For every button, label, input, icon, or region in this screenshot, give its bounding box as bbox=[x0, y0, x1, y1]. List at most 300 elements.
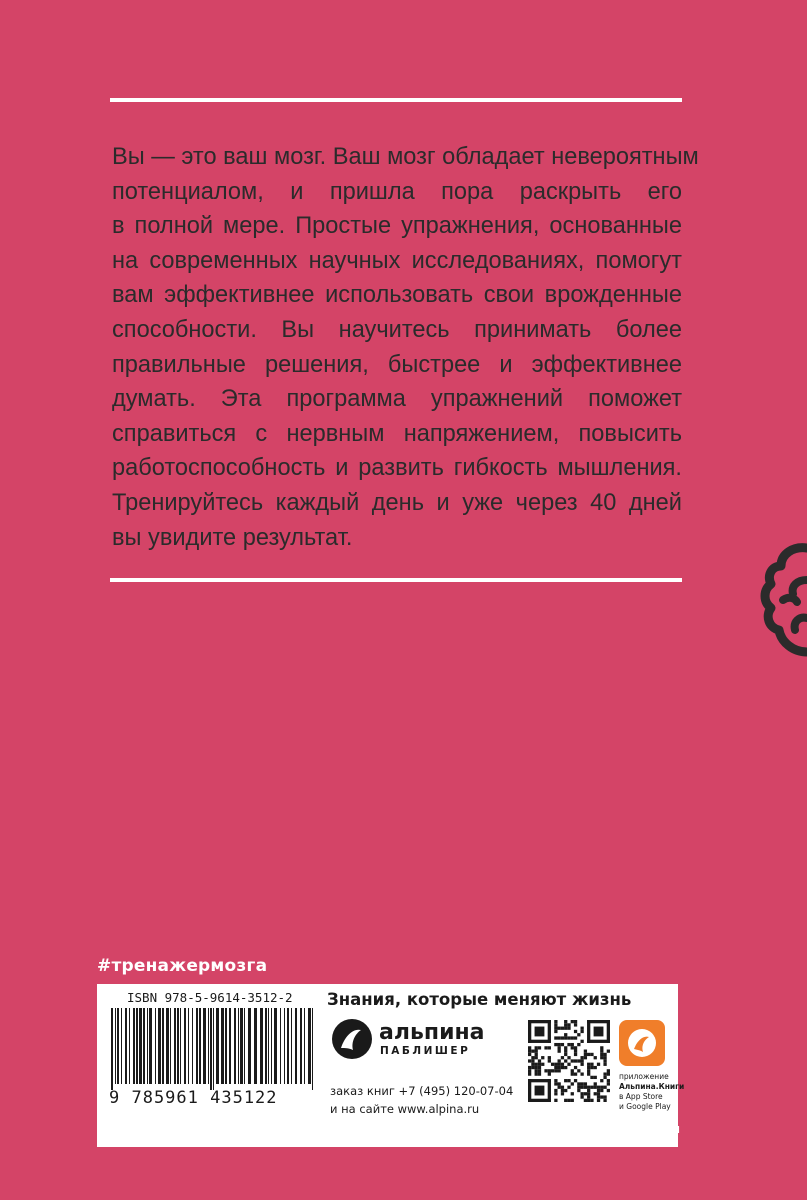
qr-module bbox=[574, 1020, 577, 1023]
barcode-bar bbox=[291, 1008, 292, 1084]
qr-module bbox=[567, 1027, 570, 1030]
qr-module bbox=[594, 1092, 597, 1095]
barcode-bar bbox=[158, 1008, 161, 1084]
barcode-bar bbox=[274, 1008, 277, 1084]
app-line-1: приложение bbox=[619, 1072, 669, 1081]
qr-module bbox=[590, 1053, 593, 1056]
qr-module bbox=[567, 1086, 570, 1089]
qr-module bbox=[544, 1046, 547, 1049]
qr-module bbox=[561, 1066, 564, 1069]
hashtag: #тренажермозга bbox=[97, 956, 268, 976]
qr-module bbox=[587, 1053, 590, 1056]
qr-module bbox=[558, 1059, 561, 1062]
qr-module bbox=[607, 1020, 610, 1043]
qr-module bbox=[548, 1079, 551, 1102]
order-phone: заказ книг +7 (495) 120-07-04 bbox=[330, 1084, 514, 1098]
qr-module bbox=[580, 1063, 583, 1066]
barcode-bar bbox=[216, 1008, 219, 1084]
qr-module bbox=[577, 1082, 580, 1085]
qr-module bbox=[564, 1046, 567, 1049]
qr-module bbox=[541, 1063, 544, 1066]
app-line-3: в App Store bbox=[619, 1092, 663, 1101]
blurb-line: работоспособность и развить гибкость мышления. bbox=[112, 455, 682, 482]
order-site: и на сайте www.alpina.ru bbox=[330, 1102, 480, 1116]
qr-module bbox=[587, 1072, 590, 1075]
qr-module bbox=[538, 1046, 541, 1049]
qr-module bbox=[567, 1023, 570, 1026]
qr-module bbox=[587, 1040, 610, 1043]
qr-module bbox=[571, 1043, 574, 1046]
publisher-subtitle: ПАБЛИШЕР bbox=[380, 1045, 471, 1057]
qr-module bbox=[567, 1056, 570, 1059]
barcode-bar bbox=[117, 1008, 119, 1084]
qr-module bbox=[564, 1089, 567, 1092]
qr-module bbox=[603, 1076, 606, 1079]
qr-module bbox=[538, 1063, 541, 1066]
qr-module bbox=[554, 1063, 557, 1066]
qr-module bbox=[574, 1066, 577, 1069]
qr-module bbox=[548, 1046, 551, 1049]
barcode-bar bbox=[166, 1008, 169, 1084]
qr-module bbox=[574, 1046, 577, 1049]
qr-module bbox=[574, 1059, 577, 1062]
qr-module bbox=[587, 1092, 590, 1095]
facebook-icon: f bbox=[272, 1121, 278, 1135]
barcode-bar bbox=[162, 1008, 164, 1084]
qr-module bbox=[535, 1066, 538, 1069]
qr-module bbox=[600, 1086, 603, 1089]
qr-module bbox=[528, 1072, 531, 1075]
blurb-line: Тренируйтесь каждый день и уже через 40 дней bbox=[112, 489, 682, 516]
qr-module bbox=[558, 1069, 561, 1072]
qr-module bbox=[535, 1069, 538, 1072]
barcode-bar bbox=[284, 1008, 285, 1084]
barcode-bar bbox=[234, 1008, 236, 1084]
qr-module bbox=[558, 1027, 561, 1030]
qr-module bbox=[567, 1036, 570, 1039]
qr-module bbox=[551, 1069, 554, 1072]
qr-module bbox=[587, 1089, 590, 1092]
social-vk[interactable] bbox=[97, 1118, 181, 1138]
qr-module bbox=[561, 1036, 564, 1039]
qr-module bbox=[597, 1089, 600, 1092]
qr-module bbox=[554, 1066, 557, 1069]
qr-module bbox=[535, 1086, 545, 1096]
qr-module bbox=[577, 1086, 580, 1089]
barcode-bar bbox=[229, 1008, 231, 1084]
qr-module bbox=[528, 1066, 531, 1069]
blurb-line: в полной мере. Простые упражнения, основанные bbox=[112, 213, 682, 240]
barcode-bar bbox=[268, 1008, 269, 1084]
qr-module bbox=[564, 1027, 567, 1030]
qr-module bbox=[548, 1059, 551, 1062]
qr-module bbox=[600, 1079, 603, 1082]
qr-module bbox=[603, 1063, 606, 1066]
qr-module bbox=[548, 1072, 551, 1075]
qr-module bbox=[567, 1043, 570, 1046]
qr-module bbox=[554, 1036, 557, 1039]
qr-module bbox=[594, 1056, 597, 1059]
barcode-bar bbox=[287, 1008, 289, 1084]
qr-module bbox=[590, 1063, 593, 1066]
qr-module bbox=[580, 1072, 583, 1075]
qr-module bbox=[580, 1082, 583, 1085]
qr-module bbox=[597, 1092, 600, 1095]
barcode bbox=[109, 1008, 317, 1090]
qr-module bbox=[574, 1036, 577, 1039]
qr-module bbox=[535, 1053, 538, 1056]
qr-module bbox=[603, 1056, 606, 1059]
qr-module bbox=[584, 1086, 587, 1089]
barcode-bar bbox=[213, 1008, 214, 1090]
social-ig-handle: alpinabook bbox=[449, 1120, 518, 1136]
qr-module bbox=[544, 1069, 547, 1072]
qr-module bbox=[564, 1066, 567, 1069]
qr-module bbox=[574, 1079, 577, 1082]
qr-module bbox=[571, 1072, 574, 1075]
qr-module bbox=[558, 1086, 561, 1089]
barcode-bar bbox=[271, 1008, 272, 1084]
qr-module bbox=[600, 1046, 603, 1049]
qr-module bbox=[580, 1095, 583, 1098]
barcode-bar bbox=[170, 1008, 171, 1084]
blurb-line: на современных научных исследованиях, помогут bbox=[112, 247, 682, 274]
qr-module bbox=[603, 1059, 606, 1062]
qr-module bbox=[538, 1059, 541, 1062]
qr-module bbox=[564, 1059, 567, 1062]
qr-module bbox=[564, 1053, 567, 1056]
barcode-bar bbox=[208, 1008, 209, 1084]
publisher-info-box bbox=[97, 984, 685, 1147]
qr-module bbox=[571, 1059, 574, 1062]
qr-module bbox=[600, 1056, 603, 1059]
qr-module bbox=[548, 1069, 551, 1072]
blurb-line: думать. Эта программа упражнений поможет bbox=[112, 386, 682, 413]
qr-module bbox=[590, 1076, 593, 1079]
qr-module bbox=[564, 1050, 567, 1053]
barcode-bar bbox=[225, 1008, 227, 1084]
blurb-line: способности. Вы научитесь принимать более bbox=[112, 316, 682, 343]
qr-module bbox=[594, 1066, 597, 1069]
barcode-bar bbox=[244, 1008, 245, 1084]
qr-module bbox=[531, 1059, 534, 1062]
qr-module bbox=[574, 1030, 577, 1033]
qr-module bbox=[558, 1063, 561, 1066]
qr-module bbox=[564, 1099, 567, 1102]
qr-module bbox=[554, 1099, 557, 1102]
qr-module bbox=[590, 1066, 593, 1069]
barcode-bar bbox=[248, 1008, 251, 1084]
qr-code[interactable] bbox=[528, 1020, 610, 1102]
alpina-logo-icon bbox=[331, 1018, 373, 1060]
qr-module bbox=[554, 1089, 557, 1092]
qr-module bbox=[587, 1099, 590, 1102]
qr-module bbox=[538, 1066, 541, 1069]
qr-module bbox=[587, 1063, 590, 1066]
qr-module bbox=[528, 1079, 551, 1082]
blurb-line: справиться с нервным напряжением, повысить bbox=[112, 420, 682, 447]
qr-module bbox=[571, 1069, 574, 1072]
qr-module bbox=[538, 1069, 541, 1072]
qr-module bbox=[587, 1066, 590, 1069]
qr-module bbox=[594, 1086, 597, 1089]
qr-module bbox=[580, 1059, 583, 1062]
qr-module bbox=[554, 1027, 557, 1030]
qr-module bbox=[584, 1092, 587, 1095]
barcode-bar bbox=[125, 1008, 127, 1084]
brain-icon bbox=[735, 540, 807, 660]
qr-module bbox=[554, 1092, 557, 1095]
qr-module bbox=[528, 1069, 531, 1072]
qr-module bbox=[554, 1030, 557, 1033]
qr-module bbox=[580, 1056, 583, 1059]
telegram-icon bbox=[612, 1122, 625, 1134]
qr-module bbox=[554, 1043, 557, 1046]
qr-module bbox=[558, 1046, 561, 1049]
barcode-bar bbox=[221, 1008, 224, 1084]
qr-module bbox=[528, 1020, 531, 1043]
qr-module bbox=[528, 1020, 551, 1023]
top-divider bbox=[110, 98, 682, 102]
qr-module bbox=[607, 1082, 610, 1085]
qr-module bbox=[528, 1079, 531, 1102]
order-info bbox=[330, 1082, 513, 1118]
social-fb-handle: alpinabook bbox=[281, 1120, 350, 1136]
barcode-bar bbox=[300, 1008, 302, 1084]
vk-icon: vk bbox=[97, 1121, 113, 1135]
qr-module bbox=[574, 1072, 577, 1075]
app-name: Альпина.Книги bbox=[619, 1082, 685, 1091]
qr-module bbox=[603, 1086, 606, 1089]
qr-module bbox=[535, 1050, 538, 1053]
qr-module bbox=[561, 1086, 564, 1089]
qr-module bbox=[607, 1089, 610, 1092]
qr-module bbox=[597, 1099, 600, 1102]
qr-module bbox=[564, 1023, 567, 1026]
qr-module bbox=[597, 1063, 600, 1066]
qr-module bbox=[531, 1063, 534, 1066]
qr-module bbox=[580, 1027, 583, 1030]
qr-module bbox=[600, 1053, 603, 1056]
qr-module bbox=[577, 1089, 580, 1092]
blurb-line: вам эффективнее использовать свои врожденные bbox=[112, 282, 682, 309]
qr-module bbox=[561, 1043, 564, 1046]
qr-module bbox=[564, 1079, 567, 1082]
barcode-bar bbox=[139, 1008, 142, 1084]
qr-module bbox=[584, 1053, 587, 1056]
qr-module bbox=[554, 1079, 557, 1082]
qr-module bbox=[607, 1072, 610, 1075]
barcode-bar bbox=[240, 1008, 243, 1084]
qr-module bbox=[551, 1063, 554, 1066]
qr-module bbox=[554, 1069, 557, 1072]
qr-module bbox=[574, 1050, 577, 1053]
barcode-bar bbox=[210, 1008, 212, 1090]
social-instagram[interactable] bbox=[433, 1118, 518, 1138]
qr-module bbox=[567, 1099, 570, 1102]
qr-module bbox=[535, 1072, 538, 1075]
qr-module bbox=[574, 1053, 577, 1056]
social-facebook[interactable] bbox=[272, 1118, 350, 1138]
instagram-icon bbox=[433, 1122, 445, 1134]
qr-module bbox=[571, 1082, 574, 1085]
qr-module bbox=[535, 1056, 538, 1059]
qr-module bbox=[554, 1082, 557, 1085]
qr-module bbox=[558, 1043, 561, 1046]
qr-module bbox=[580, 1030, 583, 1033]
qr-module bbox=[554, 1023, 557, 1026]
qr-module bbox=[603, 1072, 606, 1075]
qr-module bbox=[528, 1040, 551, 1043]
barcode-bar bbox=[149, 1008, 152, 1084]
qr-module bbox=[587, 1020, 590, 1043]
qr-module bbox=[597, 1095, 600, 1098]
qr-module bbox=[561, 1089, 564, 1092]
social-tg-handle: alpinaru bbox=[629, 1120, 681, 1136]
barcode-bar bbox=[196, 1008, 198, 1084]
qr-module bbox=[580, 1086, 583, 1089]
qr-module bbox=[571, 1092, 574, 1095]
ean-digits: 9 785961 435122 bbox=[109, 1088, 278, 1108]
qr-module bbox=[607, 1050, 610, 1053]
blurb-line: потенциалом, и пришла пора раскрыть его bbox=[112, 178, 682, 205]
qr-module bbox=[600, 1050, 603, 1053]
qr-module bbox=[567, 1063, 570, 1066]
qr-module bbox=[548, 1056, 551, 1059]
qr-module bbox=[584, 1099, 587, 1102]
qr-module bbox=[558, 1036, 561, 1039]
qr-module bbox=[564, 1020, 567, 1023]
qr-module bbox=[607, 1069, 610, 1072]
barcode-bar bbox=[133, 1008, 135, 1084]
isbn-label: ISBN 978-5-9614-3512-2 bbox=[127, 990, 293, 1005]
barcode-bar bbox=[199, 1008, 201, 1084]
qr-module bbox=[597, 1086, 600, 1089]
blurb-line: правильные решения, быстрее и эффективнее bbox=[112, 351, 682, 378]
qr-module bbox=[564, 1033, 567, 1036]
qr-module bbox=[590, 1099, 593, 1102]
qr-module bbox=[603, 1099, 606, 1102]
qr-module bbox=[535, 1046, 538, 1049]
qr-module bbox=[561, 1027, 564, 1030]
qr-module bbox=[594, 1027, 604, 1037]
qr-module bbox=[528, 1053, 531, 1056]
qr-module bbox=[558, 1066, 561, 1069]
blurb-line: вы увидите результат. bbox=[112, 524, 353, 551]
back-cover-blurb bbox=[112, 140, 699, 555]
barcode-bar bbox=[143, 1008, 145, 1084]
qr-module bbox=[577, 1069, 580, 1072]
social-vk-handle: ideabooks bbox=[116, 1120, 181, 1136]
qr-module bbox=[558, 1050, 561, 1053]
bottom-divider bbox=[110, 578, 682, 582]
qr-module bbox=[567, 1079, 570, 1082]
qr-module bbox=[571, 1036, 574, 1039]
app-info bbox=[619, 1072, 685, 1112]
qr-module bbox=[577, 1033, 580, 1036]
barcode-bar bbox=[115, 1008, 116, 1084]
qr-module bbox=[528, 1059, 531, 1062]
qr-module bbox=[577, 1059, 580, 1062]
qr-module bbox=[561, 1056, 564, 1059]
qr-module bbox=[538, 1072, 541, 1075]
barcode-bar bbox=[147, 1008, 148, 1084]
barcode-bar bbox=[295, 1008, 297, 1084]
qr-module bbox=[590, 1086, 593, 1089]
barcode-bar bbox=[308, 1008, 311, 1084]
alpina-app-logo-icon bbox=[626, 1027, 658, 1059]
qr-module bbox=[561, 1063, 564, 1066]
social-telegram[interactable] bbox=[612, 1118, 680, 1138]
barcode-bar bbox=[177, 1008, 179, 1084]
qr-module bbox=[548, 1020, 551, 1043]
qr-module bbox=[594, 1082, 597, 1085]
qr-module bbox=[577, 1043, 580, 1046]
qr-module bbox=[528, 1046, 531, 1049]
barcode-bar bbox=[260, 1008, 263, 1084]
qr-module bbox=[587, 1095, 590, 1098]
qr-module bbox=[541, 1056, 544, 1059]
barcode-bar bbox=[155, 1008, 156, 1084]
barcode-bar bbox=[136, 1008, 138, 1084]
qr-module bbox=[587, 1069, 590, 1072]
qr-module bbox=[584, 1082, 587, 1085]
barcode-bar bbox=[254, 1008, 257, 1084]
qr-module bbox=[587, 1020, 610, 1023]
barcode-bar bbox=[265, 1008, 267, 1084]
qr-module bbox=[600, 1095, 603, 1098]
app-icon[interactable] bbox=[619, 1020, 665, 1066]
barcode-bar bbox=[174, 1008, 176, 1084]
qr-module bbox=[561, 1092, 564, 1095]
barcode-bar bbox=[192, 1008, 193, 1084]
qr-module bbox=[531, 1056, 534, 1059]
qr-module bbox=[587, 1086, 590, 1089]
qr-module bbox=[535, 1063, 538, 1066]
qr-module bbox=[607, 1079, 610, 1082]
qr-module bbox=[531, 1050, 534, 1053]
qr-module bbox=[531, 1066, 534, 1069]
barcode-bar bbox=[238, 1008, 239, 1084]
qr-module bbox=[580, 1092, 583, 1095]
barcode-bar bbox=[111, 1008, 113, 1090]
qr-module bbox=[535, 1027, 545, 1037]
barcode-bar bbox=[121, 1008, 122, 1084]
publisher-brand: альпина bbox=[379, 1020, 485, 1045]
qr-module bbox=[584, 1056, 587, 1059]
qr-module bbox=[574, 1023, 577, 1026]
barcode-bar bbox=[312, 1008, 313, 1090]
qr-module bbox=[603, 1095, 606, 1098]
qr-module bbox=[571, 1020, 574, 1023]
barcode-bar bbox=[188, 1008, 189, 1084]
barcode-bar bbox=[304, 1008, 305, 1084]
barcode-bar bbox=[129, 1008, 130, 1084]
barcode-bar bbox=[180, 1008, 181, 1084]
qr-module bbox=[558, 1082, 561, 1085]
qr-module bbox=[584, 1050, 587, 1053]
qr-module bbox=[528, 1050, 531, 1053]
qr-module bbox=[571, 1046, 574, 1049]
qr-module bbox=[564, 1036, 567, 1039]
blurb-line: Вы — это ваш мозг. Ваш мозг обладает невероятным bbox=[112, 144, 699, 170]
barcode-bar bbox=[280, 1008, 281, 1084]
qr-module bbox=[600, 1089, 603, 1092]
qr-module bbox=[554, 1020, 557, 1023]
barcode-bar bbox=[203, 1008, 206, 1084]
publisher-slogan: Знания, которые меняют жизнь bbox=[327, 990, 632, 1009]
barcode-bar bbox=[184, 1008, 186, 1084]
